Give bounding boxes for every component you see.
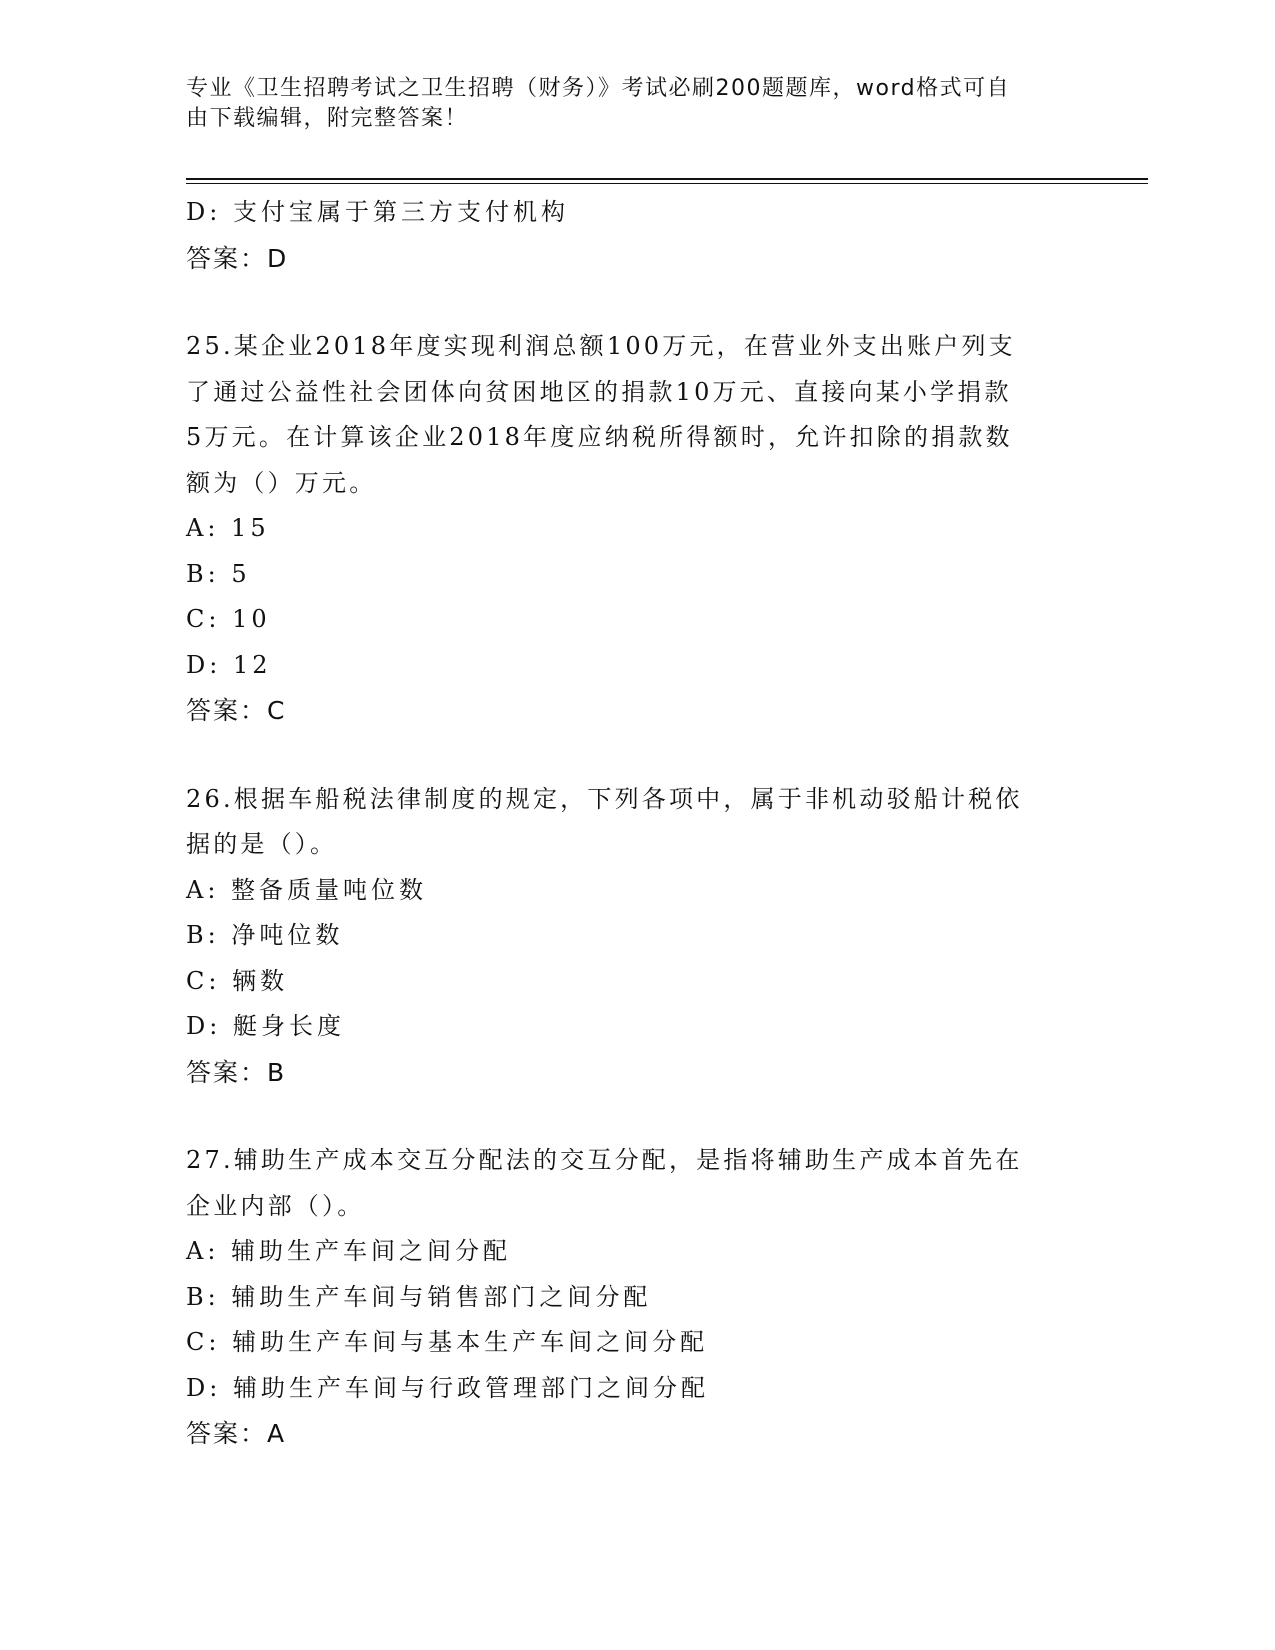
document-header (186, 74, 1066, 134)
question-stem-line: 25.某企业2018年度实现利润总额100万元，在营业外支出账户列支 (186, 332, 1016, 360)
question-stem-line: 企业内部（）。 (186, 1191, 365, 1220)
spacer (186, 1095, 1076, 1138)
header-divider-thick (186, 178, 1148, 180)
option-c: C: 10 (186, 605, 271, 633)
option-a: A: 15 (186, 514, 270, 542)
option-d: D: 12 (186, 650, 272, 679)
question-stem-line: 5万元。在计算该企业2018年度应纳税所得额时，允许扣除的捐款数 (186, 423, 1013, 451)
answer: 答案：B (186, 1057, 287, 1087)
option-d: D: 艇身长度 (186, 1012, 345, 1040)
header-line-2: 由下载编辑，附完整答案！ (186, 106, 469, 131)
answer: 答案：C (186, 696, 287, 725)
question-stem-line: 27.辅助生产成本交互分配法的交互分配，是指将辅助生产成本首先在 (186, 1146, 1023, 1174)
answer: 答案：A (186, 1419, 287, 1448)
question-27 (186, 1138, 1076, 1457)
question-25 (186, 324, 1076, 734)
question-stem-line: 额为（）万元。 (186, 468, 377, 497)
question-stem-line: 据的是（）。 (186, 830, 338, 858)
question-stem-line: 26.根据车船税法律制度的规定，下列各项中，属于非机动驳船计税依 (186, 784, 1023, 813)
header-line-1: 专业《卫生招聘考试之卫生招聘（财务）》考试必刷200题题库，word格式可自 (186, 76, 1011, 101)
option-a: A: 辅助生产车间之间分配 (186, 1237, 512, 1265)
q24-option-d: D: 支付宝属于第三方支付机构 (186, 198, 569, 226)
question-list (186, 190, 1076, 1457)
header-divider-thin (186, 183, 1148, 184)
option-b: B: 5 (186, 559, 251, 588)
option-d: D: 辅助生产车间与行政管理部门之间分配 (186, 1373, 709, 1402)
question-stem-line: 了通过公益性社会团体向贫困地区的捐款10万元、直接向某小学捐款 (186, 377, 1012, 406)
option-b: B: 净吨位数 (186, 921, 344, 949)
spacer (186, 734, 1076, 777)
option-b: B: 辅助生产车间与销售部门之间分配 (186, 1282, 652, 1311)
question-26 (186, 777, 1076, 1096)
spacer (186, 281, 1076, 324)
option-c: C: 辅助生产车间与基本生产车间之间分配 (186, 1328, 709, 1356)
option-a: A: 整备质量吨位数 (186, 875, 428, 904)
q24-answer: 答案：D (186, 243, 289, 273)
option-c: C: 辆数 (186, 966, 289, 995)
